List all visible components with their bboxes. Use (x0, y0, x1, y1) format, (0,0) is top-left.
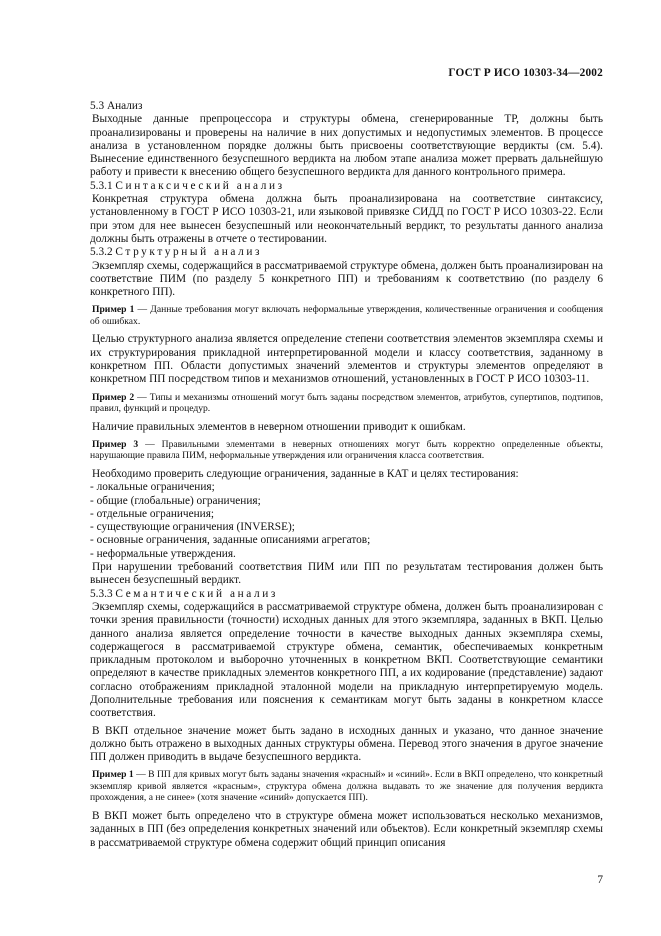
section-number: 5.3.2 (90, 246, 113, 259)
section-5-3-2-heading (90, 246, 603, 259)
example-text: — В ПП для кривых могут быть заданы значения «красный» и «синий». Если в ВКП определено, что конкретный экземпляр кривой является «красным», структура обмена должна выдавать то же значение для получения вердикта прохождения, а не синее» (хотя значение «синий» допускается ПП). (90, 769, 603, 804)
section-5-3-heading: 5.3 Анализ (90, 100, 143, 112)
section-5-3-2-paragraph-2: Целью структурного анализа является определение степени соответствия элементов экземпляра схемы и их структурирования прикладной интерпретированной модели и классу соответствия, заданному в конкретном ПП. Области допустимых значений элементов и структуры элементов определяют в конкретном ПП посредством типов и механизмов отношений, установленных в ГОСТ Р ИСО 10303-11. (90, 333, 603, 386)
document-body (90, 100, 603, 850)
list-item: - общие (глобальные) ограничения; (90, 494, 261, 507)
section-5-3-2-paragraph-4: Необходимо проверить следующие ограничения, заданные в КАТ и целях тестирования: (92, 467, 519, 480)
example-2-note (90, 392, 603, 415)
section-5-3-1-heading (90, 180, 603, 193)
section-title: Семантический анализ (115, 587, 278, 600)
constraints-list (90, 481, 603, 561)
example-1-note (90, 304, 603, 327)
section-5-3-2-paragraph-3: Наличие правильных элементов в неверном отношении приводит к ошибкам. (92, 420, 466, 433)
list-item: - локальные ограничения; (90, 481, 215, 494)
section-title: Синтаксический анализ (115, 179, 285, 192)
section-5-3-1-paragraph: Конкретная структура обмена должна быть проанализирована на соответствие синтаксису, установленному в ГОСТ Р ИСО 10303-21, или языковой привязке СИДД по ГОСТ Р ИСО 10303-22. Если при этом для нее вынесен безуспешный или неокончательный вердикт, то результаты данного анализа должны быть отражены в отчете о тестировании. (90, 193, 603, 245)
example-label: Пример 1 (92, 769, 134, 781)
section-5-3-3-paragraph-1: Экземпляр схемы, содержащийся в рассматриваемой структуре обмена, должен быть проанализирован с точки зрения правильности (точности) исходных данных для этого экземпляра, заданных в ВКП. Целью данного анализа является определение точности в качестве выходных данных экземпляра схемы, содержащегося в рассматриваемой структуре обмена, семантик, обеспечиваемых конкретным прикладным протоколом и выборочно уточненных в конкретном ВКП. Соответствующие семантики определяют в качестве прикладных элементов конкретного ПП, а их кодирование (представление) задают согласно отображениям прикладной эталонной модели на прикладную интерпретируемую модель. Дополнительные требования или пояснения к семантикам могут быть заданы в конкретном классе соответствия. (90, 600, 603, 720)
example-1-note (90, 769, 603, 804)
section-5-3-3-paragraph-3: В ВКП может быть определено что в структуре обмена может использоваться несколько механизмов, заданных в ПП (без определения конкретных значений или объектов). Если конкретный экземпляр схемы в рассматриваемой структуре обмена содержит общий принцип описания (90, 809, 603, 849)
section-number: 5.3.3 (90, 587, 113, 600)
section-5-3-3-heading (90, 588, 603, 601)
example-label: Пример 2 (92, 391, 135, 403)
example-text: — Типы и механизмы отношений могут быть заданы посредством элементов, атрибутов, супертипов, подтипов, правил, функций и процедур. (90, 391, 603, 415)
section-5-3-2-paragraph-1: Экземпляр схемы, содержащийся в рассматриваемой структуре обмена, должен быть проанализирован на соответствие ПИМ (по разделу 5 конкретного ПП) и требованиям к соответствию (по разделу 6 конкретного ПП). (90, 259, 603, 299)
example-3-note (90, 439, 603, 462)
example-label: Пример 3 (92, 438, 139, 450)
list-item: - основные ограничения, заданные описаниями агрегатов; (90, 534, 371, 547)
section-number: 5.3.1 (90, 179, 113, 192)
example-text: — Данные требования могут включать неформальные утверждения, количественные ограничения и сообщения об ошибках. (90, 304, 603, 327)
list-item: - неформальные утверждения. (90, 547, 236, 560)
section-5-3-paragraph: Выходные данные препроцессора и структуры обмена, сгенерированные ТР, должны быть проанализированы и проверены на наличие в них допустимых и недопустимых элементов. В процессе анализа в установленном порядке должны быть присвоены соответствующие вердикты (см. 5.4). Вынесение единственного безуспешного вердикта на любом этапе анализа может прервать дальнейшую работу и привести к внесению общего безуспешного вердикта для данного контрольного примера. (90, 113, 603, 179)
section-title: Структурный анализ (115, 246, 263, 259)
example-label: Пример 1 (92, 304, 135, 316)
section-5-3-2-paragraph-5: При нарушении требований соответствия ПИМ или ПП по результатам тестирования должен быть вынесен безуспешный вердикт. (90, 561, 603, 587)
example-text: — Правильными элементами в неверных отношениях могут быть корректно определенные объекты, нарушающие правила ПИМ, неформальные утверждения или ограничения класса соответствия. (90, 438, 603, 462)
list-item: - существующие ограничения (INVERSE); (90, 521, 295, 534)
list-item: - отдельные ограничения; (90, 507, 215, 520)
page-number: 7 (597, 874, 603, 886)
section-5-3-3-paragraph-2: В ВКП отдельное значение может быть задано в исходных данных и указано, что данное значение должно быть отражено в выходных данных структуры обмена. Перевод этого значения в другое значение ПП должен приводить в выдаче безуспешного вердикта. (90, 724, 603, 764)
document-header: ГОСТ Р ИСО 10303-34—2002 (448, 67, 603, 79)
